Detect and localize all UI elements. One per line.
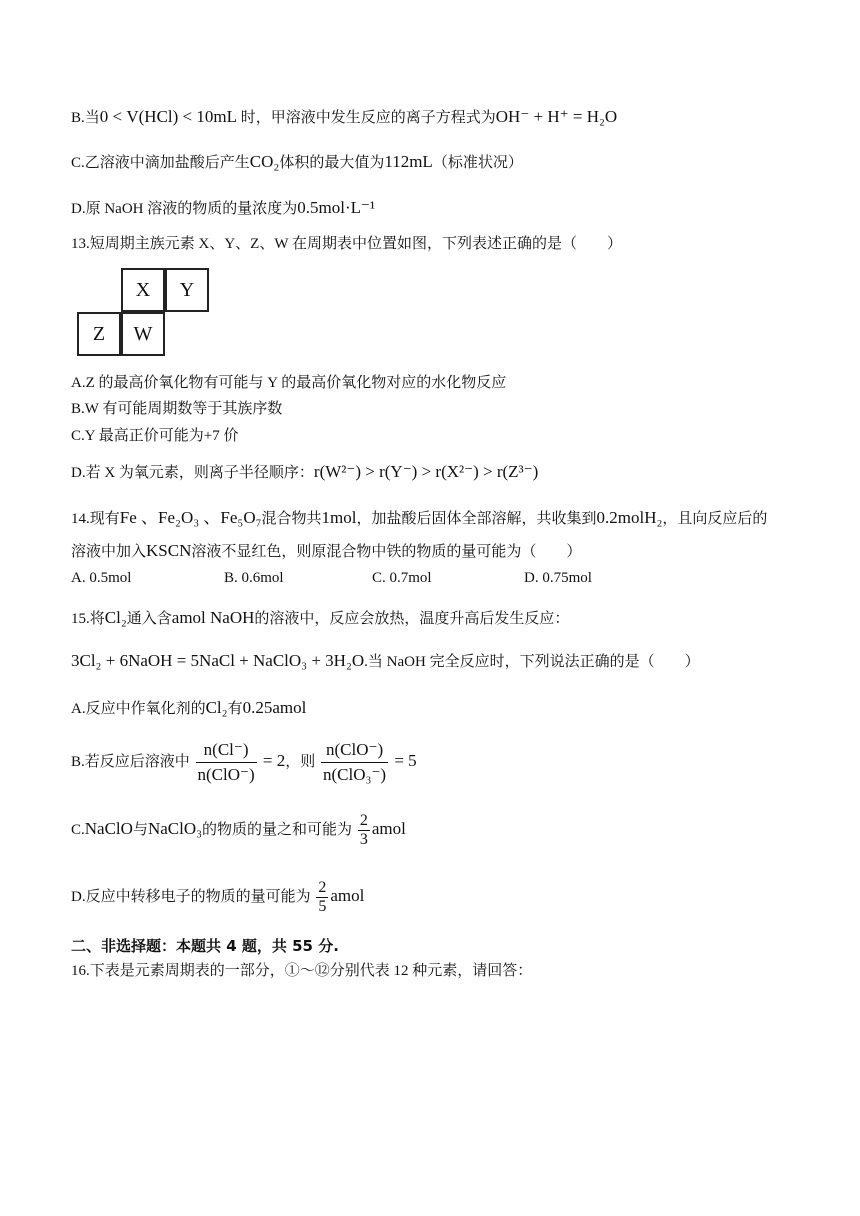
q14-option-b: B. 0.6mol	[224, 570, 284, 586]
q15-stem-line2: 3Cl₂ + 6NaOH = 5NaCl + NaClO₃ + 3H₂O.当 NaOH 完全反应时，下列说法正确的是（ ）	[71, 651, 700, 670]
q15-option-c: C.NaClO与NaClO₃的物质的量之和可能为 $\frac{2}{3}$ amol	[71, 812, 406, 849]
q12-option-d: D.原 NaOH 溶液的物质的量浓度为0.5mol·L⁻¹	[71, 198, 376, 217]
q12-b-volume-range: 0 < V(HCl) < 10mL	[99, 107, 237, 126]
q15-d-fraction: $\frac{2}{5}$	[318, 879, 327, 916]
grid-cell-x: X	[121, 268, 165, 312]
q13-option-a: A.Z 的最高价氧化物有可能与 Y 的最高价氧化物对应的水化物反应	[71, 375, 507, 391]
q15-option-b: B.若反应后溶液中 $\frac{n(Cl^-)}{\text{n(ClO⁻)}}$ = 2，则 $\frac{\text{n(ClO⁻)}}{\text{n(ClO₃⁻)}}$ = 5	[71, 734, 417, 789]
q14-stem-line1: 14.现有Fe 、Fe₂O₃ 、Fe₅O₇混合物共1mol，加盐酸后固体全部溶解，共收集到0.2molH₂，且向反应后的	[71, 508, 768, 527]
q15-b-fraction-1: $\frac{n(Cl^-)}{\text{n(ClO⁻)}}$	[197, 740, 255, 785]
section-2-heading: 二、非选择题：本题共 4 题，共 55 分.	[71, 937, 339, 955]
grid-cell-y: Y	[165, 268, 209, 312]
q13-option-b: B.W 有可能周期数等于其族序数	[71, 401, 283, 417]
q15-c-fraction: $\frac{2}{3}$	[359, 812, 368, 849]
q15-stem-line1: 15.将Cl₂通入含amol NaOH的溶液中，反应会放热，温度升高后发生反应：	[71, 608, 570, 627]
q13-ion-radius-order: r(W²⁻) > r(Y⁻) > r(X²⁻) > r(Z³⁻)	[313, 462, 539, 481]
q12-option-c: C.乙溶液中滴加盐酸后产生CO₂体积的最大值为112mL（标准状况）	[71, 152, 523, 171]
q13-stem: 13.短周期主族元素 X、Y、Z、W 在周期表中位置如图，下列表述正确的是（ ）	[71, 236, 622, 252]
q15-reaction-equation: 3Cl₂ + 6NaOH = 5NaCl + NaClO₃ + 3H₂O	[71, 651, 365, 670]
q12-option-b: B.当0 < V(HCl) < 10mL 时，甲溶液中发生反应的离子方程式为OH⁻ + H⁺ = H₂O	[71, 107, 618, 126]
q14-option-c: C. 0.7mol	[372, 570, 432, 586]
q12-b-ionic-equation: OH⁻ + H⁺ = H₂O	[495, 107, 618, 126]
grid-cell-w: W	[121, 312, 165, 356]
q16-stem: 16.下表是元素周期表的一部分，①～⑫分别代表 12 种元素，请回答：	[71, 963, 533, 979]
q15-option-d: D.反应中转移电子的物质的量可能为 $\frac{2}{5}$ amol	[71, 879, 365, 916]
q15-option-a: A.反应中作氧化剂的Cl₂有0.25amol	[71, 698, 307, 717]
q13-option-c: C.Y 最高正价可能为+7 价	[71, 428, 239, 444]
q14-stem-line2: 溶液中加入KSCN溶液不显红色，则原混合物中铁的物质的量可能为（ ）	[71, 541, 582, 560]
grid-cell-z: Z	[77, 312, 121, 356]
q14-option-a: A. 0.5mol	[71, 570, 132, 586]
q14-option-d: D. 0.75mol	[524, 570, 592, 586]
q13-option-d: D.若 X 为氧元素，则离子半径顺序：r(W²⁻) > r(Y⁻) > r(X²⁻) > r(Z³⁻)	[71, 462, 539, 481]
q15-b-fraction-2: $\frac{\text{n(ClO⁻)}}{\text{n(ClO₃⁻)}}$	[323, 740, 387, 785]
